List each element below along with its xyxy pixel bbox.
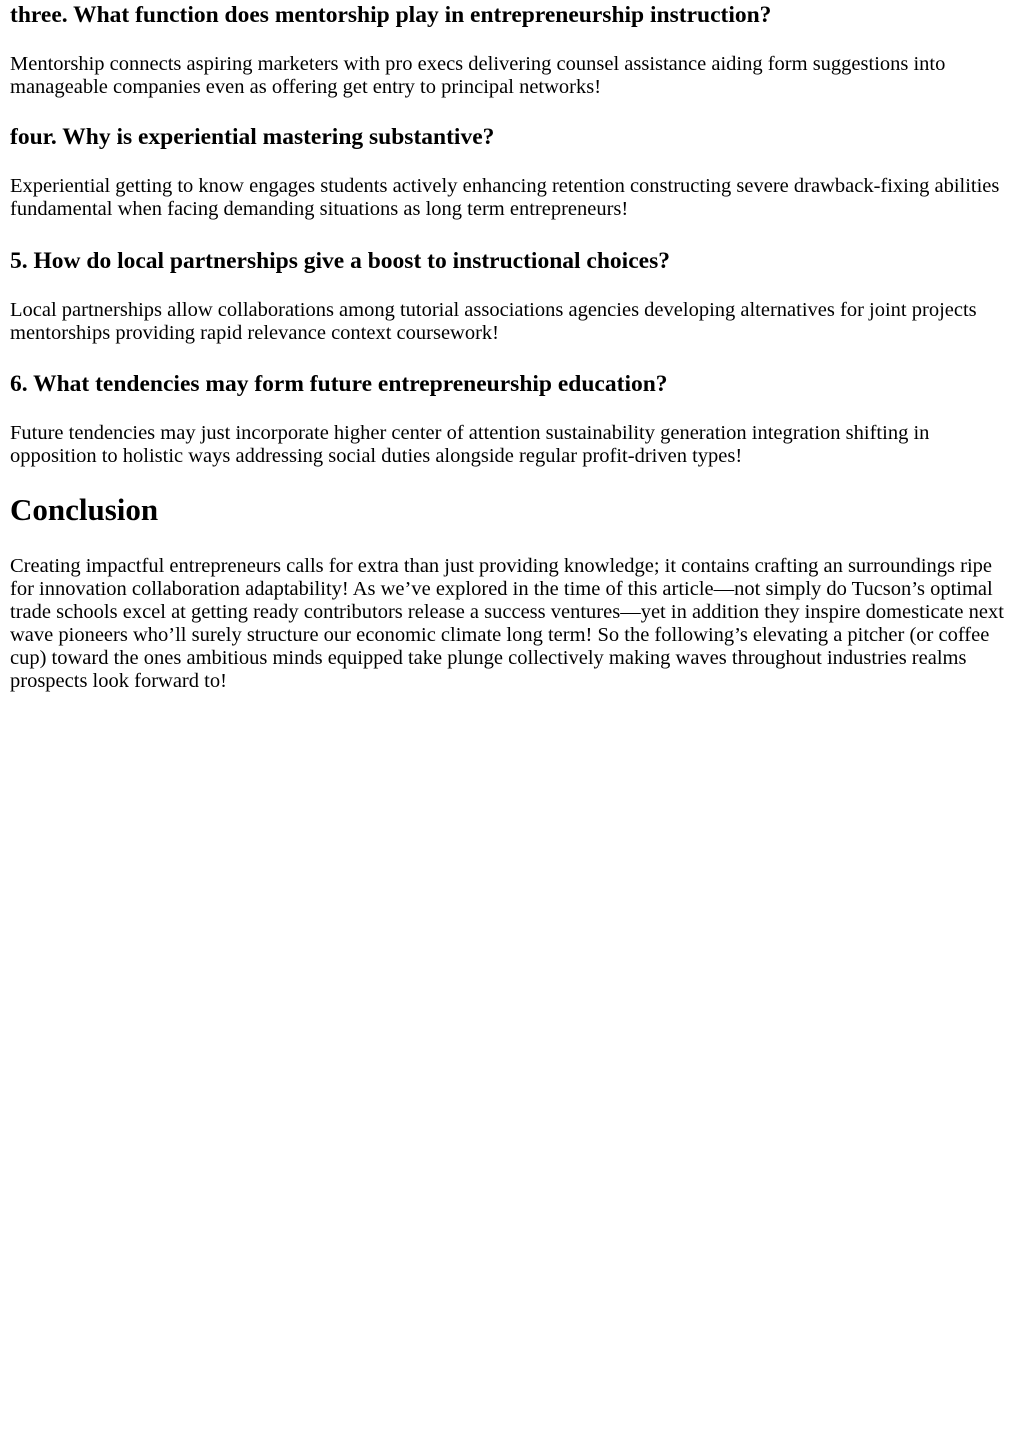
faq-question-3: three. What function does mentorship play in entrepreneurship instruction? — [10, 2, 772, 28]
faq-question-5: 5. How do local partnerships give a boost to instructional choices? — [10, 248, 670, 274]
faq-question-6: 6. What tendencies may form future entrepreneurship education? — [10, 371, 668, 397]
faq-question-4: four. Why is experiential mastering substantive? — [10, 124, 495, 150]
faq-answer-3: Mentorship connects aspiring marketers with pro execs delivering counsel assistance aiding form suggestions into manageable companies even as offering get entry to principal networks! — [10, 53, 946, 98]
faq-answer-4: Experiential getting to know engages students actively enhancing retention constructing severe drawback-fixing abilities fundamental when facing demanding situations as long term entrepreneurs! — [10, 175, 1000, 220]
conclusion-paragraph: Creating impactful entrepreneurs calls for extra than just providing knowledge; it contains crafting an surroundings ripe for innovation collaboration adaptability! As we’ve explored in the time of this article—not simply do Tucson’s optimal trade schools excel at getting ready contributors release a success ventures—yet in addition they inspire domesticate next wave pioneers who’ll surely structure our economic climate long term! So the following’s elevating a pitcher (or coffee cup) toward the ones ambitious minds equipped take plunge collectively making waves throughout industries realms prospects look forward to! — [10, 555, 1004, 692]
faq-answer-6: Future tendencies may just incorporate higher center of attention sustainability generation integration shifting in opposition to holistic ways addressing social duties alongside regular profit-driven types! — [10, 422, 930, 467]
conclusion-heading: Conclusion — [10, 492, 159, 527]
faq-answer-5: Local partnerships allow collaborations among tutorial associations agencies developing alternatives for joint projects mentorships providing rapid relevance context coursework! — [10, 299, 977, 344]
